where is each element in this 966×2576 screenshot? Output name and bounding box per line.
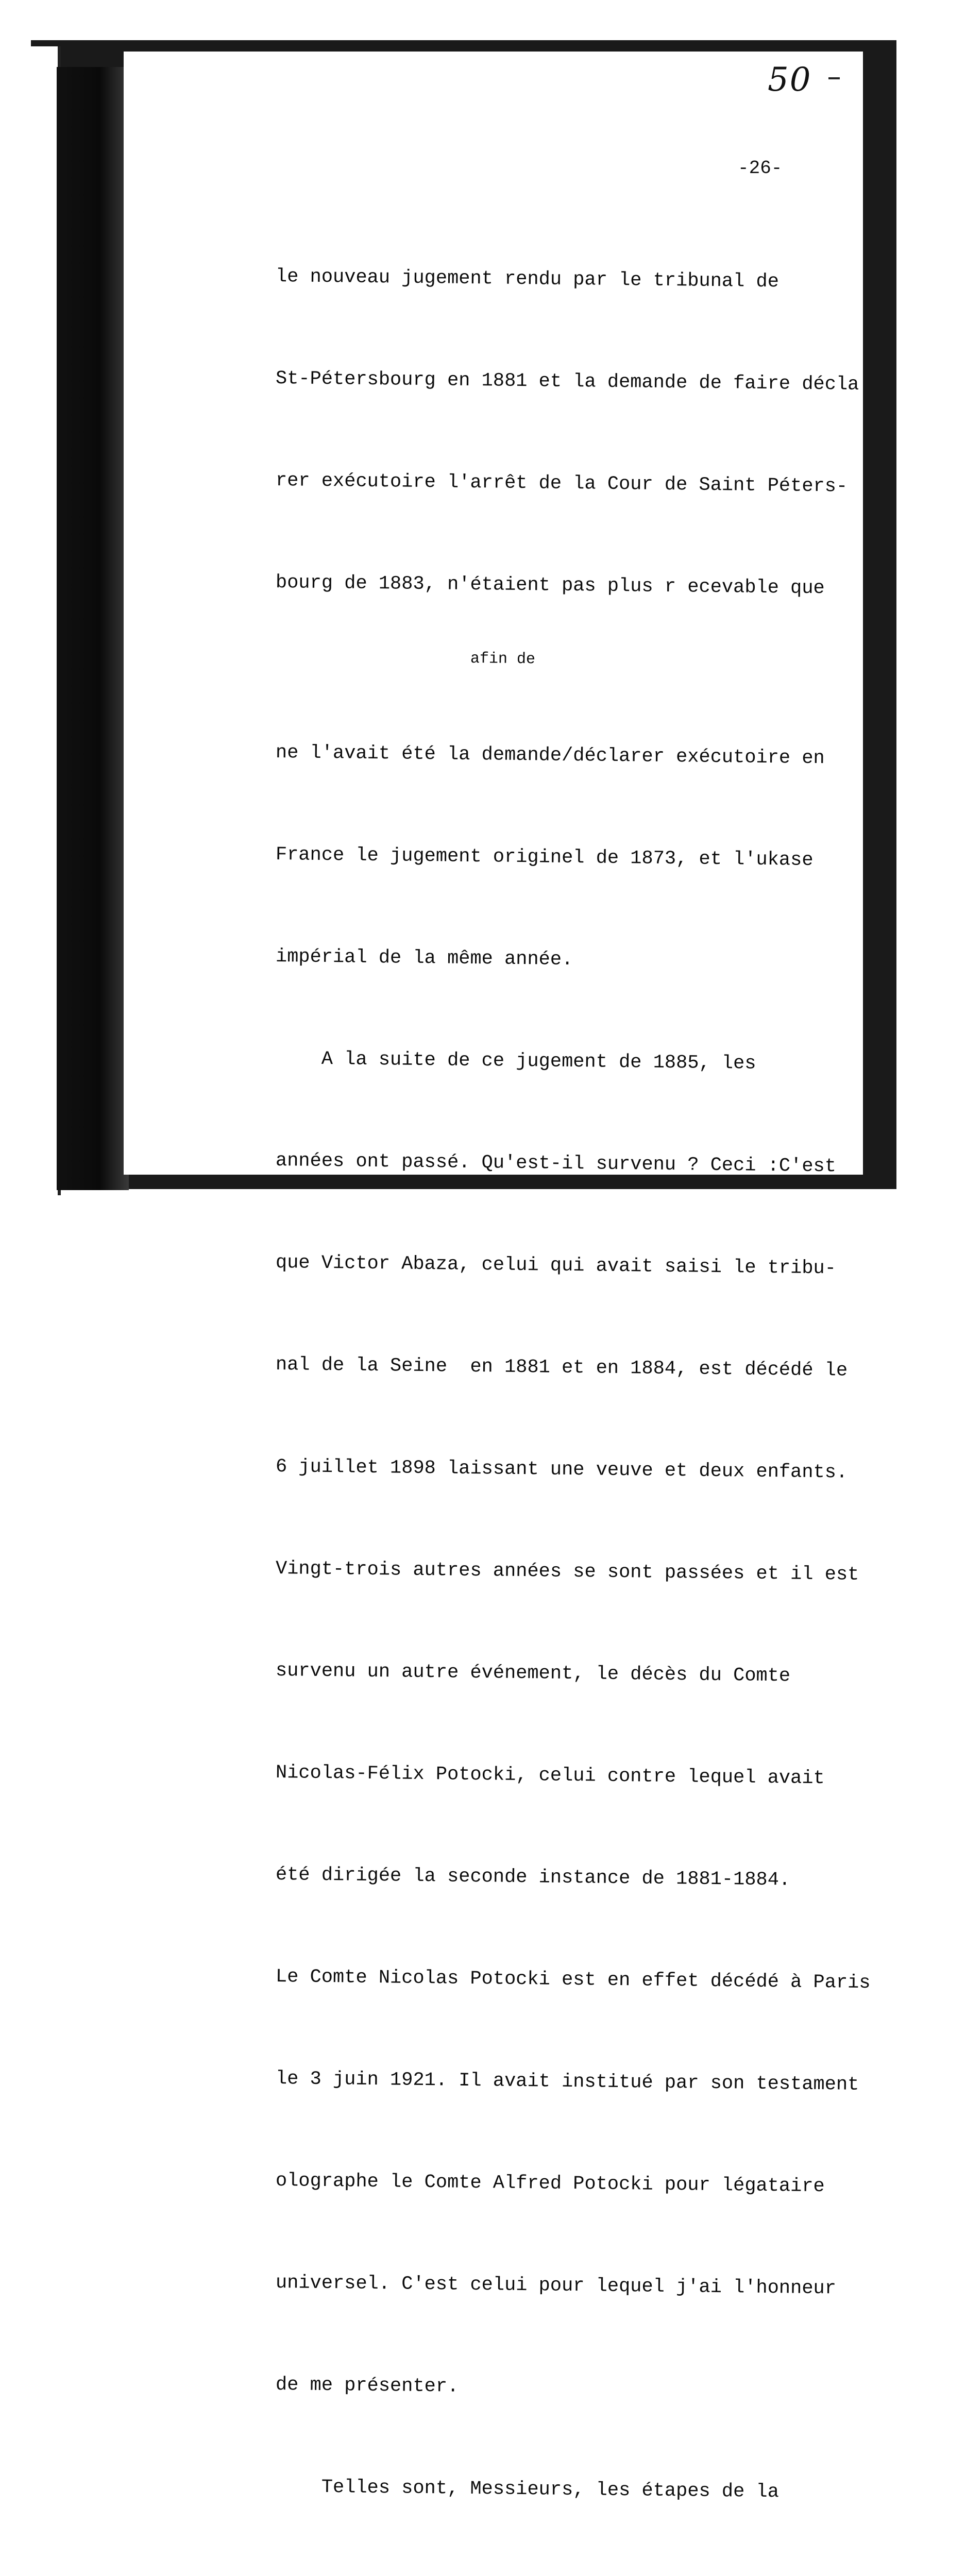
text-line: rer exécutoire l'arrêt de la Cour de Saint Péters- <box>275 470 848 498</box>
binding-shadow <box>57 67 129 1190</box>
text-line: le nouveau jugement rendu par le tribunal de <box>275 266 779 293</box>
text-line: France le jugement originel de 1873, et l'ukase <box>275 844 814 871</box>
text-line: Telles sont, Messieurs, les étapes de la <box>275 2476 779 2503</box>
facing-page-edge <box>0 46 61 1195</box>
text-line <box>276 2572 848 2576</box>
text-line: que Victor Abaza, celui qui avait saisi le tribu- <box>275 1252 837 1280</box>
text-line: Vingt-trois autres années se sont passées et il est <box>275 1558 859 1586</box>
text-line: de me présenter. <box>275 2374 459 2398</box>
text-line: bourg de 1883, n'étaient pas plus r ecevable que <box>275 572 825 600</box>
text-line: Le Comte Nicolas Potocki est en effet décédé à Paris <box>275 1966 871 1994</box>
text-line: 6 juillet 1898 laissant une veuve et deux enfants. <box>275 1456 848 1484</box>
text-line: universel. C'est celui pour lequel j'ai l'honneur <box>275 2272 837 2300</box>
text-line: olographe le Comte Alfred Potocki pour légataire <box>275 2170 825 2198</box>
folio-number: 50 <box>768 61 812 99</box>
text-line: impérial de la même année. <box>275 946 573 971</box>
text-line: A la suite de ce jugement de 1885, les <box>275 1048 756 1075</box>
typed-text-body <box>275 192 871 2576</box>
text-line: années ont passé. Qu'est-il survenu ? Ceci :C'est <box>275 1150 837 1178</box>
text-line: nal de la Seine en 1881 et en 1884, est décédé le <box>275 1354 848 1382</box>
folio-mark <box>828 77 840 79</box>
page-number: -26- <box>738 158 783 179</box>
text-line: ne l'avait été la demande/déclarer exécutoire en <box>275 742 825 770</box>
text-line: été dirigée la seconde instance de 1881-1884. <box>275 1864 791 1891</box>
interlinear-insertion: afin de <box>470 650 536 669</box>
text-line: survenu un autre événement, le décès du Comte <box>275 1660 791 1687</box>
text-line: le 3 juin 1921. Il avait institué par son testament <box>275 2068 859 2096</box>
text-line: Nicolas-Félix Potocki, celui contre lequel avait <box>275 1762 825 1790</box>
text-line: St-Pétersbourg en 1881 et la demande de faire décla <box>275 368 859 396</box>
